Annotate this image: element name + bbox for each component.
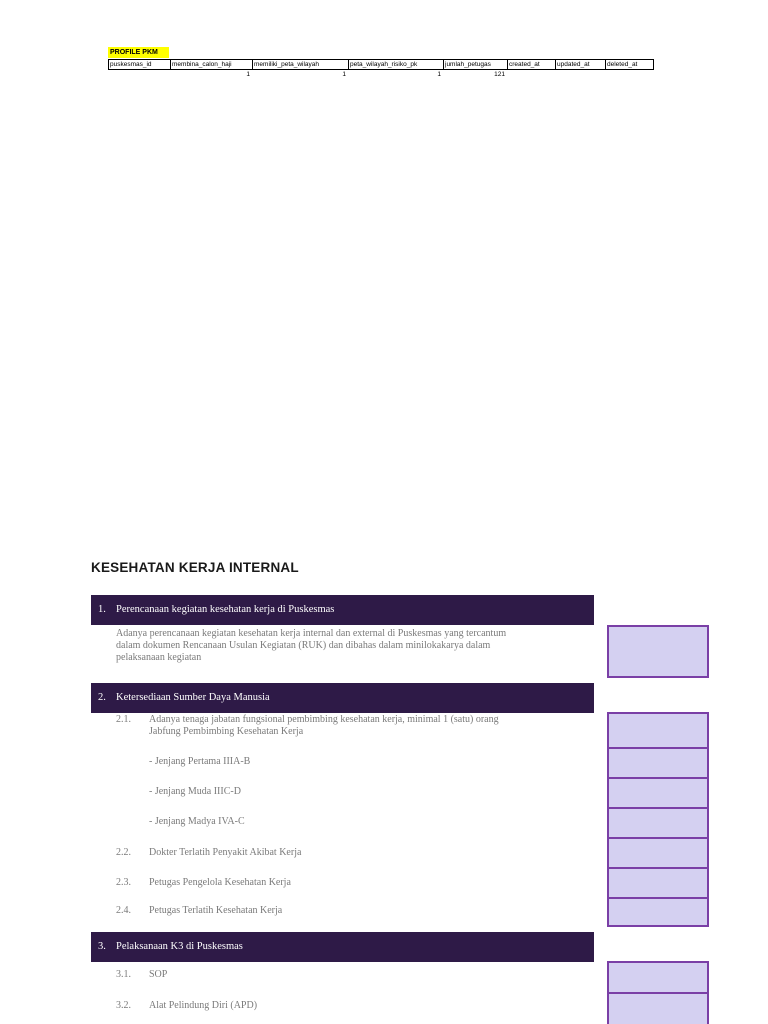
section-1-number: 1. — [98, 604, 106, 615]
col-puskesmas-id[interactable]: puskesmas_id — [109, 60, 171, 69]
input-box-jenjang-muda[interactable] — [607, 777, 709, 809]
col-peta-wilayah-risiko[interactable]: peta_wilayah_risiko_pk — [349, 60, 444, 69]
item-jenjang-pertama: - Jenjang Pertama IIIA-B — [149, 756, 251, 767]
profile-pkm-sheet — [108, 41, 654, 79]
input-box-2-2[interactable] — [607, 837, 709, 869]
item-line: Adanya tenaga jabatan fungsional pembimbing kesehatan kerja, minimal 1 (satu) orang — [149, 714, 499, 725]
cell-jumlah-petugas[interactable]: 121 — [494, 71, 505, 78]
item-number: 2.4. — [116, 905, 131, 916]
input-box-1[interactable] — [607, 625, 709, 678]
col-created-at[interactable]: created_at — [508, 60, 556, 69]
item-2-2-text: Dokter Terlatih Penyakit Akibat Kerja — [149, 847, 302, 858]
section-3-number: 3. — [98, 941, 106, 952]
cell-updated-at[interactable] — [555, 70, 605, 79]
item-number: 2.3. — [116, 877, 131, 888]
page-title: KESEHATAN KERJA INTERNAL — [91, 560, 299, 575]
input-box-jenjang-pertama[interactable] — [607, 747, 709, 779]
input-box-2-1[interactable] — [607, 712, 709, 749]
section-1-desc-line: pelaksanaan kegiatan — [116, 652, 202, 663]
section-bar-3 — [91, 932, 594, 962]
section-1-label: Perencanaan kegiatan kesehatan kerja di Puskesmas — [116, 604, 335, 615]
section-2-label: Ketersediaan Sumber Daya Manusia — [116, 692, 270, 703]
item-number: 2.1. — [116, 714, 131, 725]
sheet-header-row — [108, 59, 654, 70]
col-memiliki-peta-wilayah[interactable]: memiliki_peta_wilayah — [253, 60, 349, 69]
section-1-desc-line: Adanya perencanaan kegiatan kesehatan kerja internal dan external di Puskesmas yang tercantum — [116, 628, 507, 639]
sheet-data-row — [108, 70, 654, 79]
input-box-3-2[interactable] — [607, 992, 709, 1024]
item-2-3-text: Petugas Pengelola Kesehatan Kerja — [149, 877, 291, 888]
cell-peta-wilayah-risiko[interactable]: 1 — [437, 71, 441, 78]
section-3-label: Pelaksanaan K3 di Puskesmas — [116, 941, 243, 952]
section-1-desc-line: dalam dokumen Rencanaan Usulan Kegiatan (RUK) dan dibahas dalam minilokakarya dalam — [116, 640, 491, 651]
input-box-3-1[interactable] — [607, 961, 709, 994]
item-jenjang-madya: - Jenjang Madya IVA-C — [149, 816, 245, 827]
section-bar-1 — [91, 595, 594, 625]
section-bar-2 — [91, 683, 594, 713]
sheet-title: PROFILE PKM — [108, 47, 169, 58]
item-line: Jabfung Pembimbing Kesehatan Kerja — [149, 726, 304, 737]
cell-membina-calon-haji[interactable]: 1 — [246, 71, 250, 78]
cell-memiliki-peta-wilayah[interactable]: 1 — [342, 71, 346, 78]
item-2-1-text — [149, 714, 589, 738]
item-2-4-text: Petugas Terlatih Kesehatan Kerja — [149, 905, 283, 916]
cell-puskesmas-id[interactable] — [108, 70, 170, 79]
col-updated-at[interactable]: updated_at — [556, 60, 606, 69]
col-deleted-at[interactable]: deleted_at — [607, 61, 638, 68]
input-box-jenjang-madya[interactable] — [607, 807, 709, 839]
section-1-description — [116, 628, 596, 664]
cell-deleted-at[interactable] — [605, 70, 652, 79]
item-number: 3.1. — [116, 969, 131, 980]
item-3-1-text: SOP — [149, 969, 168, 980]
item-jenjang-muda: - Jenjang Muda IIIC-D — [149, 786, 241, 797]
input-box-2-3[interactable] — [607, 867, 709, 899]
item-number: 2.2. — [116, 847, 131, 858]
cell-created-at[interactable] — [507, 70, 555, 79]
col-membina-calon-haji[interactable]: membina_calon_haji — [171, 60, 253, 69]
section-2-number: 2. — [98, 692, 106, 703]
input-box-2-4[interactable] — [607, 897, 709, 927]
item-3-2-text: Alat Pelindung Diri (APD) — [149, 1000, 258, 1011]
col-jumlah-petugas[interactable]: jumlah_petugas — [444, 60, 508, 69]
item-number: 3.2. — [116, 1000, 131, 1011]
